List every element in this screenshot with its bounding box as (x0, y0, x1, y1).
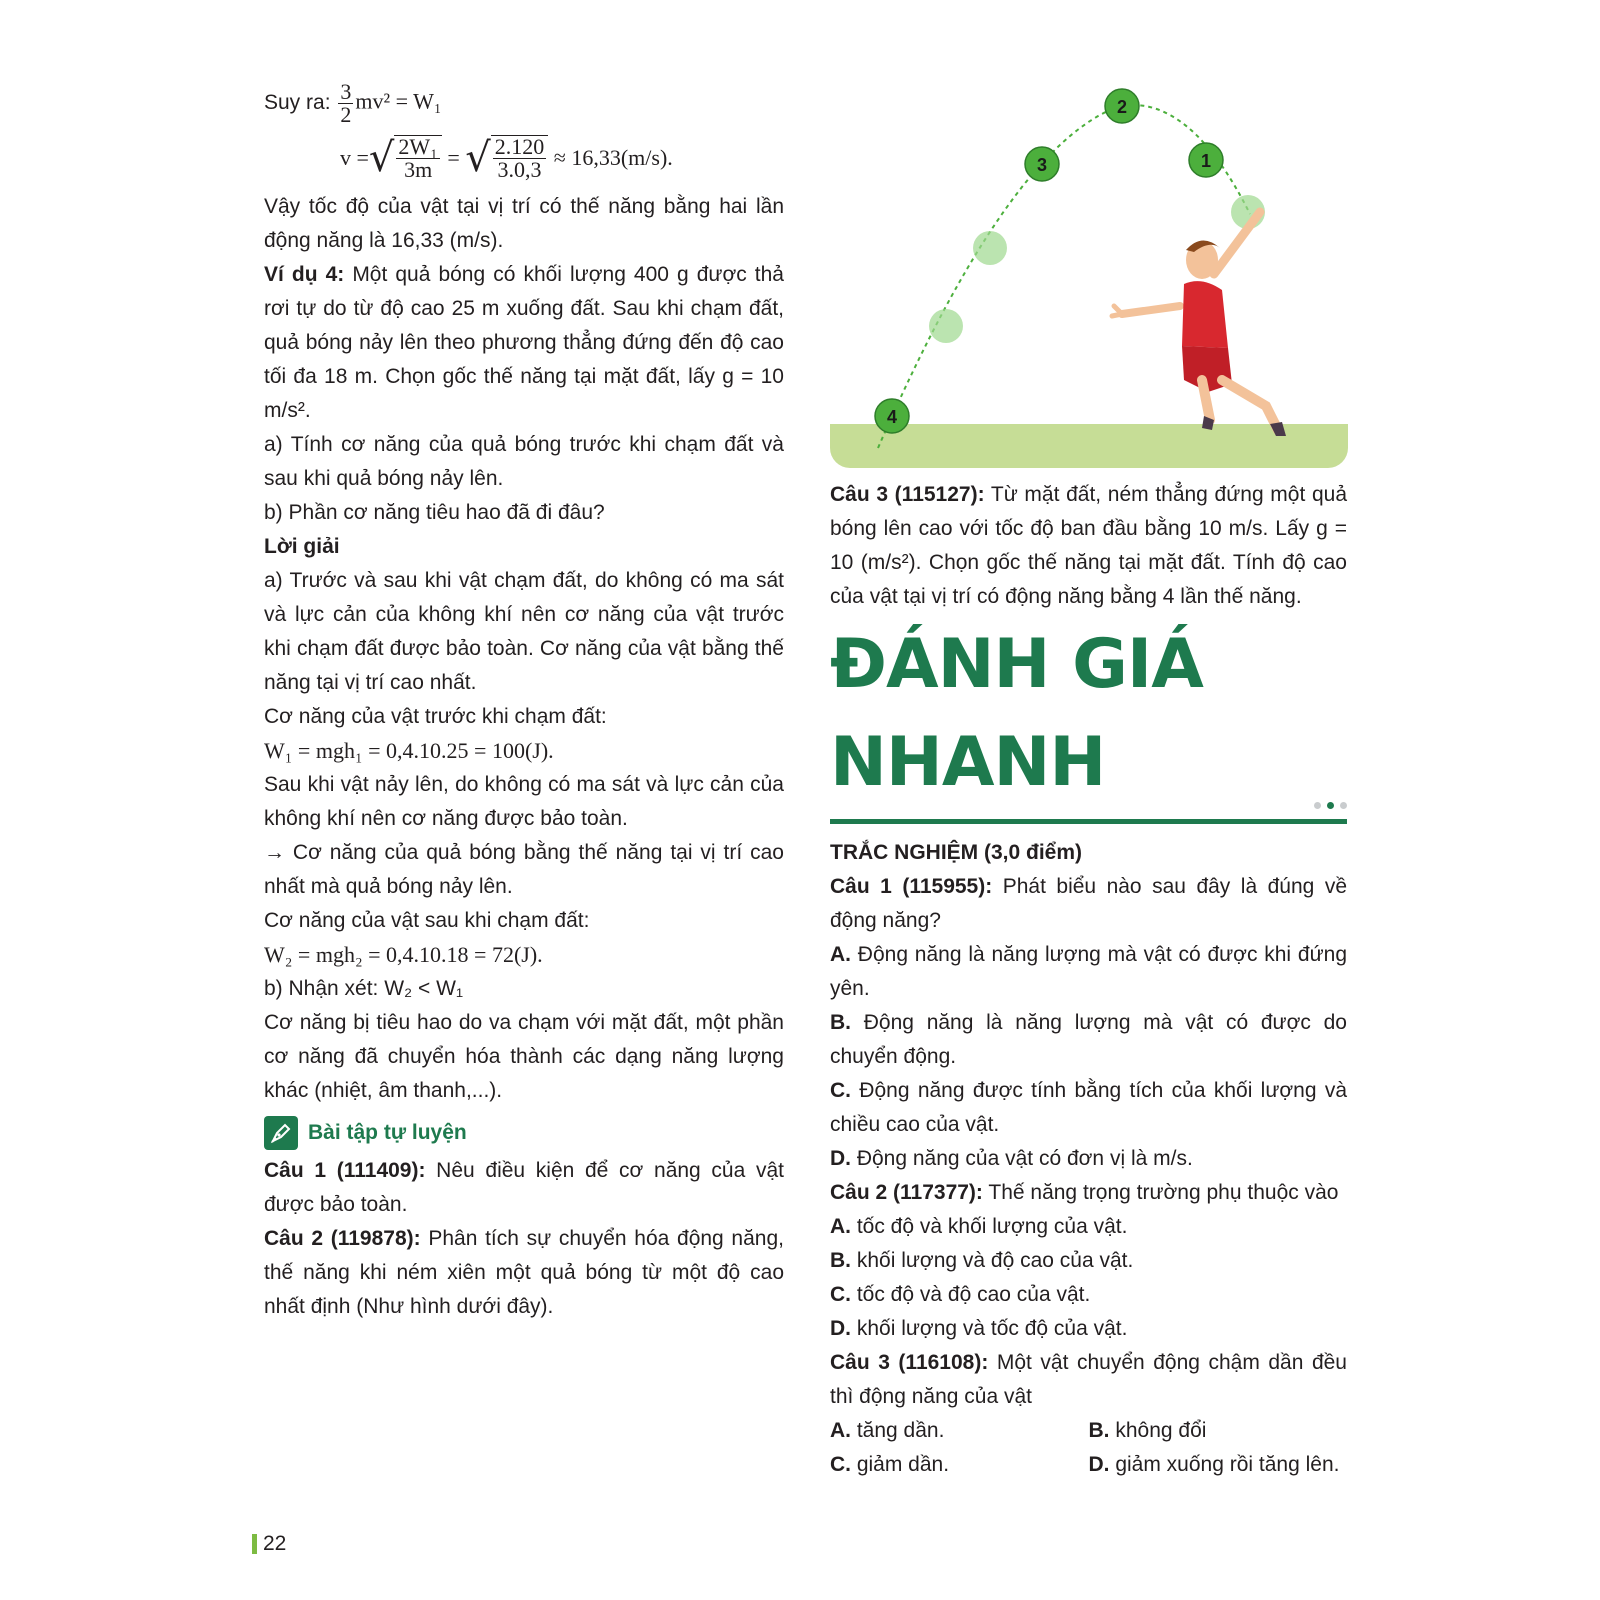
title-underline (830, 818, 1347, 824)
svg-text:4: 4 (886, 407, 898, 427)
multiple-choice-header: TRẮC NGHIỆM (3,0 điểm) (830, 841, 1083, 864)
svg-text:1: 1 (1200, 151, 1212, 171)
q1-option-c: C. Động năng được tính bằng tích của khối lượng và chiều cao của vật. (830, 1079, 1347, 1136)
w2-equation: W₂ = mgh₂ = 0,4.10.18 = 72(J). (264, 942, 543, 967)
left-column (264, 80, 784, 1324)
pen-icon (264, 1116, 298, 1150)
quick-assessment-title: ĐÁNH GIÁ NHANH (830, 625, 1203, 802)
sqrt-2: √ $\frac{2.120}{3.0,3}$ (465, 135, 548, 181)
q3-option-b: B. không đổi (1088, 1419, 1207, 1442)
ball-1 (1189, 143, 1223, 177)
basketball-player (1112, 212, 1286, 436)
q3-options-row-1 (830, 1414, 1347, 1448)
page-mark (252, 1534, 257, 1554)
equation-1 (264, 80, 784, 126)
conclusion-text: Vậy tốc độ của vật tại vị trí có thế năng bằng hai lần động năng là 16,33 (m/s). (264, 195, 784, 252)
before-label: Cơ năng của vật trước khi chạm đất: (264, 705, 607, 728)
mc-question-2: Câu 2 (117377): Thế năng trọng trường phụ thuộc vào (830, 1181, 1339, 1204)
suy-ra-label: Suy ra: (264, 91, 331, 114)
mc-question-1: Câu 1 (115955): Phát biểu nào sau đây là đúng về động năng? (830, 875, 1347, 932)
question-a: a) Tính cơ năng của quả bóng trước khi chạm đất và sau khi quả bóng nảy lên. (264, 433, 784, 490)
exercise-1: Câu 1 (111409): Nêu điều kiện để cơ năng của vật được bảo toàn. (264, 1159, 784, 1216)
example-label: Ví dụ 4: (264, 263, 345, 286)
exercise-3: Câu 3 (115127): Từ mặt đất, ném thẳng đứng một quả bóng lên cao với tốc độ ban đầu bằng 10 m/s. Lấy g = 10 (m/s²). Chọn gốc thế năng tại mặt đất. Tính độ cao của vật tại vị trí có động năng bằng 4 lần thế năng. (830, 483, 1348, 608)
equation-2: v = √ $\frac{\text{2W₁}}{3m}$ = √ $\frac{2.120}{3.0,3}$ ≈ 16,33(m/s). (340, 134, 673, 182)
q2-option-a: A. tốc độ và khối lượng của vật. (830, 1215, 1128, 1238)
mc-question-3: Câu 3 (116108): Một vật chuyển động chậm dần đều thì động năng của vật (830, 1351, 1347, 1408)
q1-option-a: A. Động năng là năng lượng mà vật có được khi đứng yên. (830, 943, 1347, 1000)
exercise-2: Câu 2 (119878): Phân tích sự chuyển hóa động năng, thế năng khi ném xiên một quả bóng từ một độ cao nhất định (Như hình dưới đây). (264, 1227, 784, 1318)
q2-option-c: C. tốc độ và độ cao của vật. (830, 1283, 1091, 1306)
exercise-section-title: Bài tập tự luyện (264, 1116, 784, 1150)
q3-option-d: D. giảm xuống rồi tăng lên. (1088, 1453, 1340, 1476)
solution-a: a) Trước và sau khi vật chạm đất, do không có ma sát và lực cản của không khí nên cơ năng của vật trước khi chạm đất được bảo toàn. Cơ năng của vật bằng thế năng tại vị trí cao nhất. (264, 569, 784, 694)
q3-options-row-2 (830, 1448, 1347, 1482)
ball-2 (1105, 89, 1139, 123)
q1-option-b: B. Động năng là năng lượng mà vật có được do chuyển động. (830, 1011, 1347, 1068)
after-text: Sau khi vật nảy lên, do không có ma sát và lực cản của không khí nên cơ năng được bảo toàn. (264, 773, 784, 830)
remark-text: b) Nhận xét: W₂ < W₁ (264, 977, 464, 1000)
q3-option-c: C. giảm dần. (830, 1453, 950, 1476)
equation-1-rest: mv² = W₁ (355, 88, 442, 114)
fraction-3-2: $\frac{3}{2}$ (340, 78, 352, 127)
equation-2-result: ≈ 16,33(m/s). (553, 145, 673, 170)
sqrt-1: √ $\frac{\text{2W₁}}{3m}$ (369, 135, 442, 181)
page-number: 22 (252, 1532, 286, 1556)
dots-decoration (1314, 802, 1347, 809)
q2-option-d: D. khối lượng và tốc độ của vật. (830, 1317, 1128, 1340)
ball-3 (1025, 147, 1059, 181)
question-b: b) Phần cơ năng tiêu hao đã đi đâu? (264, 501, 605, 524)
q2-option-b: B. khối lượng và độ cao của vật. (830, 1249, 1134, 1272)
svg-text:3: 3 (1036, 155, 1048, 175)
q1-option-d: D. Động năng của vật có đơn vị là m/s. (830, 1147, 1193, 1170)
solution-title: Lời giải (264, 535, 340, 558)
ball-throw-illustration (830, 84, 1348, 474)
loss-text: Cơ năng bị tiêu hao do va chạm với mặt đất, một phần cơ năng đã chuyển hóa thành các dạng năng lượng khác (nhiệt, âm thanh,...). (264, 1011, 784, 1102)
svg-text:2: 2 (1116, 97, 1128, 117)
q3-option-a: A. tăng dần. (830, 1419, 945, 1442)
after-label: Cơ năng của vật sau khi chạm đất: (264, 909, 590, 932)
example-4: Ví dụ 4: Một quả bóng có khối lượng 400 g được thả rơi tự do từ độ cao 25 m xuống đất. Sau khi chạm đất, quả bóng nảy lên theo phương thẳng đứng đến độ cao tối đa 18 m. Chọn gốc thế năng tại mặt đất, lấy g = 10 m/s². (264, 263, 784, 422)
w1-equation: W₁ = mgh₁ = 0,4.10.25 = 100(J). (264, 738, 554, 763)
arrow-text: → Cơ năng của quả bóng bằng thế năng tại vị trí cao nhất mà quả bóng nảy lên. (264, 841, 784, 898)
right-column (830, 478, 1347, 1482)
ball-4 (875, 399, 909, 433)
